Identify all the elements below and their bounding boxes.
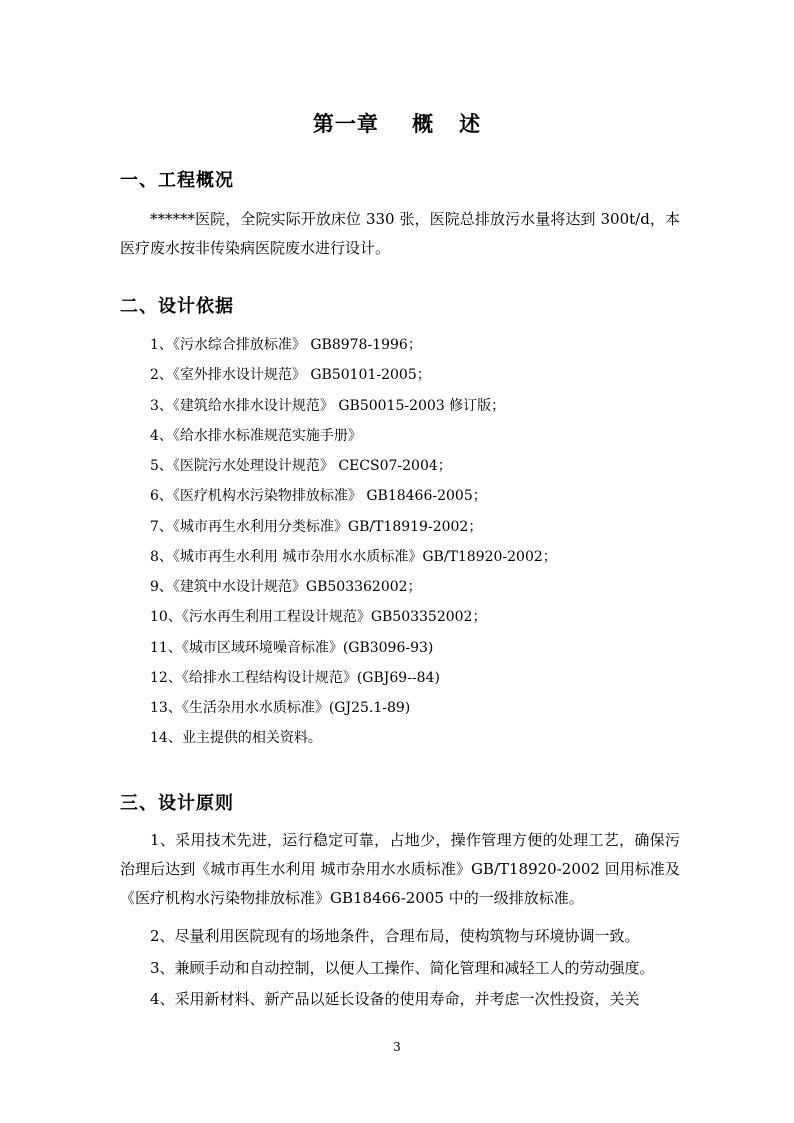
principle-paragraph-1 <box>120 826 680 913</box>
principle-paragraph-1-text: 1、采用技术先进，运行稳定可靠，占地少，操作管理方便的处理工艺，确保污治理后达到《城市再生水利用 城市杂用水水质标准》GB/T18920-2002 回用标准及《医疗机构水污染物排放标准》GB18466-2005 中的一级排放标准。 <box>120 831 680 907</box>
list-item: 3、《建筑给水排水设计规范》 GB50015-2003 修订版； <box>150 397 506 414</box>
list-item: 5、《医院污水处理设计规范》 CECS07-2004； <box>150 458 452 474</box>
list-item: 11、《城市区域环境噪音标准》(GB3096-93) <box>150 639 434 656</box>
overview-paragraph <box>120 205 680 263</box>
principle-paragraph-4-text: 4、采用新材料、新产品以延长设备的使用寿命，并考虑一次性投资，关关 <box>150 990 640 1008</box>
principle-paragraph-3-text: 3、兼顾手动和自动控制，以便人工操作、简化管理和减轻工人的劳动强度。 <box>150 959 655 977</box>
list-item: 4、《给水排水标准规范实施手册》 <box>150 427 362 444</box>
chapter-title: 第一章 概 述 <box>312 111 482 136</box>
list-item: 10、《污水再生利用工程设计规范》GB503352002； <box>150 609 487 626</box>
list-item: 7、《城市再生水利用分类标准》GB/T18919-2002； <box>150 518 483 535</box>
list-item: 1、《污水综合排放标准》 GB8978-1996； <box>150 337 422 353</box>
list-item: 6、《医疗机构水污染物排放标准》 GB18466-2005； <box>150 488 487 505</box>
overview-paragraph-text: ******医院，全院实际开放床位 330 张，医院总排放污水量将达到 300t/d，本医疗废水按非传染病医院废水进行设计。 <box>120 210 680 257</box>
principle-paragraph-4 <box>120 985 680 1014</box>
section-heading-design-principles: 三、设计原则 <box>120 793 234 814</box>
principle-paragraph-2 <box>120 922 680 951</box>
list-item: 8、《城市再生水利用 城市杂用水水质标准》GB/T18920-2002； <box>150 548 557 565</box>
page-number: 3 <box>393 1040 401 1054</box>
list-item: 2、《室外排水设计规范》 GB50101-2005； <box>150 367 431 384</box>
principle-paragraph-2-text: 2、尽量利用医院现有的场地条件，合理布局，使构筑物与环境协调一致。 <box>150 927 640 945</box>
principle-paragraph-3 <box>120 954 680 983</box>
section-heading-design-basis: 二、设计依据 <box>120 296 234 317</box>
list-item: 12、《给排水工程结构设计规范》(GBJ69--84) <box>150 669 440 686</box>
list-item: 13、《生活杂用水水质标准》(GJ25.1-89) <box>150 700 411 716</box>
list-item: 9、《建筑中水设计规范》GB503362002； <box>150 579 422 595</box>
section-heading-overview: 一、工程概况 <box>120 170 234 191</box>
list-item: 14、业主提供的相关资料。 <box>150 730 322 747</box>
design-basis-list <box>150 330 557 754</box>
